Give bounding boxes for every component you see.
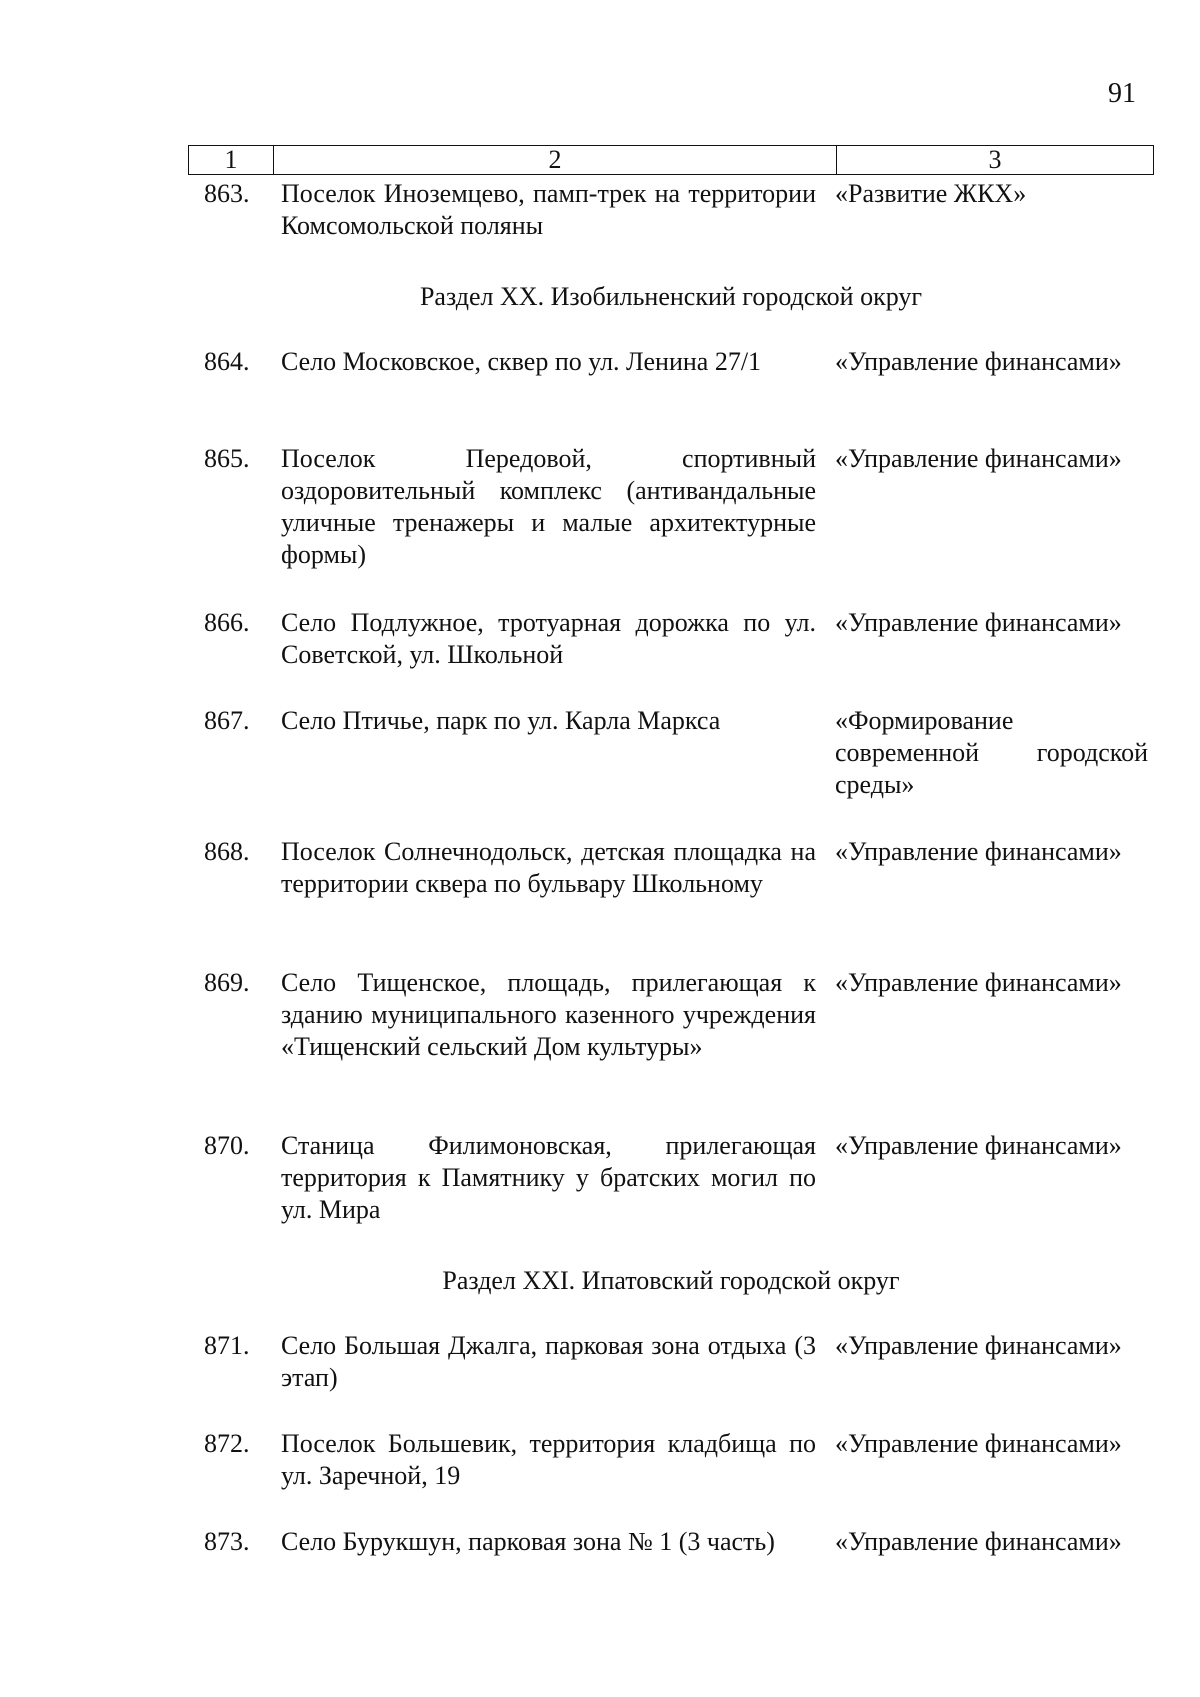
row-program: «Формирование современной городской среды» <box>835 706 1148 799</box>
section-title: Раздел XXI. Ипатовский городской округ <box>442 1266 900 1295</box>
row-program: «Управление финансами» <box>835 968 1122 997</box>
row-number: 870. <box>204 1131 250 1160</box>
row-description: Поселок Передовой, спортивный оздоровительный комплекс (антивандальные уличные тренажеры и малые архитектурные формы) <box>281 444 816 569</box>
header-col-1: 1 <box>189 146 274 174</box>
row-number: 873. <box>204 1527 250 1556</box>
row-description: Село Бурукшун, парковая зона № 1 (3 часть) <box>281 1527 775 1556</box>
row-description: Поселок Солнечнодольск, детская площадка на территории сквера по бульвару Школьному <box>281 837 816 898</box>
row-description: Село Большая Джалга, парковая зона отдыха (3 этап) <box>281 1331 816 1392</box>
row-program: «Управление финансами» <box>835 837 1122 866</box>
row-program: «Управление финансами» <box>835 1331 1122 1360</box>
row-description: Поселок Большевик, территория кладбища по ул. Заречной, 19 <box>281 1429 816 1490</box>
row-program: «Управление финансами» <box>835 347 1122 376</box>
row-number: 867. <box>204 706 250 735</box>
row-program: «Управление финансами» <box>835 444 1122 473</box>
row-program: «Управление финансами» <box>835 1527 1122 1556</box>
row-description: Село Московское, сквер по ул. Ленина 27/1 <box>281 347 762 376</box>
header-col-2: 2 <box>274 146 837 174</box>
section-title: Раздел XX. Изобильненский городской округ <box>419 282 923 311</box>
row-number: 872. <box>204 1429 250 1458</box>
row-number: 871. <box>204 1331 250 1360</box>
row-program: «Управление финансами» <box>835 1131 1122 1160</box>
row-program: «Управление финансами» <box>835 1429 1122 1458</box>
row-description: Село Подлужное, тротуарная дорожка по ул. Советской, ул. Школьной <box>281 608 816 669</box>
table-header <box>188 145 1154 175</box>
row-number: 864. <box>204 347 250 376</box>
row-description: Поселок Иноземцево, памп-трек на территории Комсомольской поляны <box>281 179 816 240</box>
row-program: «Развитие ЖКХ» <box>835 179 1027 208</box>
row-number: 863. <box>204 179 250 208</box>
row-number: 866. <box>204 608 250 637</box>
header-col-3: 3 <box>988 145 1002 174</box>
row-description: Село Тищенское, площадь, прилегающая к зданию муниципального казенного учреждения «Тищенский сельский Дом культуры» <box>281 968 816 1061</box>
row-number: 868. <box>204 837 250 866</box>
row-program: «Управление финансами» <box>835 608 1122 637</box>
page-number: 91 <box>1108 78 1136 109</box>
row-number: 865. <box>204 444 250 473</box>
row-description: Село Птичье, парк по ул. Карла Маркса <box>281 706 721 735</box>
row-description: Станица Филимоновская, прилегающая территория к Памятнику у братских могил по ул. Мира <box>281 1131 816 1224</box>
row-number: 869. <box>204 968 250 997</box>
